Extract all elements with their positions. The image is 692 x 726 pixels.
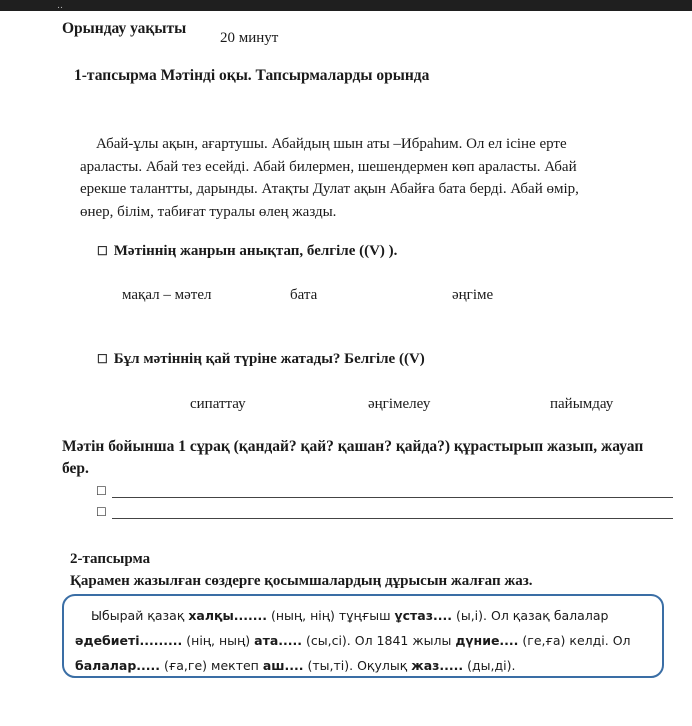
exercise-text-segment: (нің, ның) <box>182 633 255 648</box>
exercise-text-segment: (ға,ге) мектеп <box>160 658 263 673</box>
target-word: жаз..... <box>411 658 464 673</box>
exercise-text-segment: Ыбырай қазақ <box>91 608 189 623</box>
exercise-text-segment: (ның, нің) тұңғыш <box>267 608 395 623</box>
task2-instruction: Қарамен жазылған сөздерге қосымшалардың дұрысын жалғап жаз. <box>70 573 533 589</box>
exercise-line <box>75 628 661 653</box>
exercise-text-segment: (ге,ға) келді. Ол <box>518 633 631 648</box>
checkbox-icon[interactable]: ☐ <box>96 505 107 519</box>
q1-option-3[interactable]: әңгіме <box>452 287 494 303</box>
dots-icon: ‥ <box>57 0 64 10</box>
target-word: ата..... <box>254 633 303 648</box>
exercise-text-segment: (ды,ді). <box>463 658 516 673</box>
checkbox-icon[interactable]: ☐ <box>96 484 107 498</box>
paragraph-line: ерекше талантты, дарынды. Атақты Дулат ақын Абайға бата берді. Абай өмір, <box>80 181 579 197</box>
task1-title: 1-тапсырма Мәтінді оқы. Тапсырмаларды орында <box>74 67 430 84</box>
target-word: ұстаз.... <box>394 608 452 623</box>
target-word: халқы....... <box>188 608 268 623</box>
q2-option-3[interactable]: пайымдау <box>550 396 614 412</box>
exercise-text <box>75 603 661 678</box>
q2-option-2[interactable]: әңгімелеу <box>368 396 431 412</box>
task1-paragraph <box>80 133 630 223</box>
task2-title: 2-тапсырма <box>70 551 151 567</box>
checkbox-icon[interactable]: ☐ <box>97 352 108 366</box>
answer-line-2[interactable] <box>112 518 673 519</box>
paragraph-line: Абай-ұлы ақын, ағартушы. Абайдың шын аты –Ибраһим. Ол ел ісіне ерте <box>96 136 567 152</box>
exercise-line <box>75 603 661 628</box>
time-label: Орындау уақыты <box>62 20 187 37</box>
q3-line-1: Мәтін бойынша 1 сұрақ (қандай? қай? қашан? қайда?) құрастырып жазып, жауап <box>62 438 644 455</box>
exercise-text-segment: (сы,сі). Ол 1841 жылы <box>302 633 456 648</box>
target-word: аш.... <box>262 658 304 673</box>
answer-line-1[interactable] <box>112 497 673 498</box>
q1-text: Мәтіннің жанрын анықтап, белгіле ((V) ). <box>113 243 398 259</box>
q1-option-2[interactable]: бата <box>290 287 318 303</box>
exercise-line <box>75 653 661 678</box>
q2-text: Бұл мәтіннің қай түріне жатады? Белгіле ((V) <box>113 351 425 367</box>
checkbox-icon[interactable]: ☐ <box>97 244 108 258</box>
exercise-text-segment: (ты,ті). Оқулық <box>303 658 412 673</box>
target-word: әдебиеті......... <box>75 633 183 648</box>
time-value: 20 минут <box>220 30 279 46</box>
target-word: дүние.... <box>455 633 519 648</box>
exercise-text-segment: (ы,і). Ол қазақ балалар <box>451 608 609 623</box>
q3-line-2: бер. <box>62 460 89 477</box>
q2-question <box>97 351 425 368</box>
top-bar <box>0 0 692 11</box>
target-word: балалар..... <box>75 658 161 673</box>
q1-question <box>97 243 397 260</box>
paragraph-line: араласты. Абай тез есейді. Абай билермен, шешендермен көп араласты. Абай <box>80 158 577 175</box>
paragraph-line: өнер, білім, табиғат туралы өлең жазды. <box>80 203 337 220</box>
q1-option-1[interactable]: мақал – мәтел <box>122 287 212 303</box>
q2-option-1[interactable]: сипаттау <box>190 396 246 412</box>
